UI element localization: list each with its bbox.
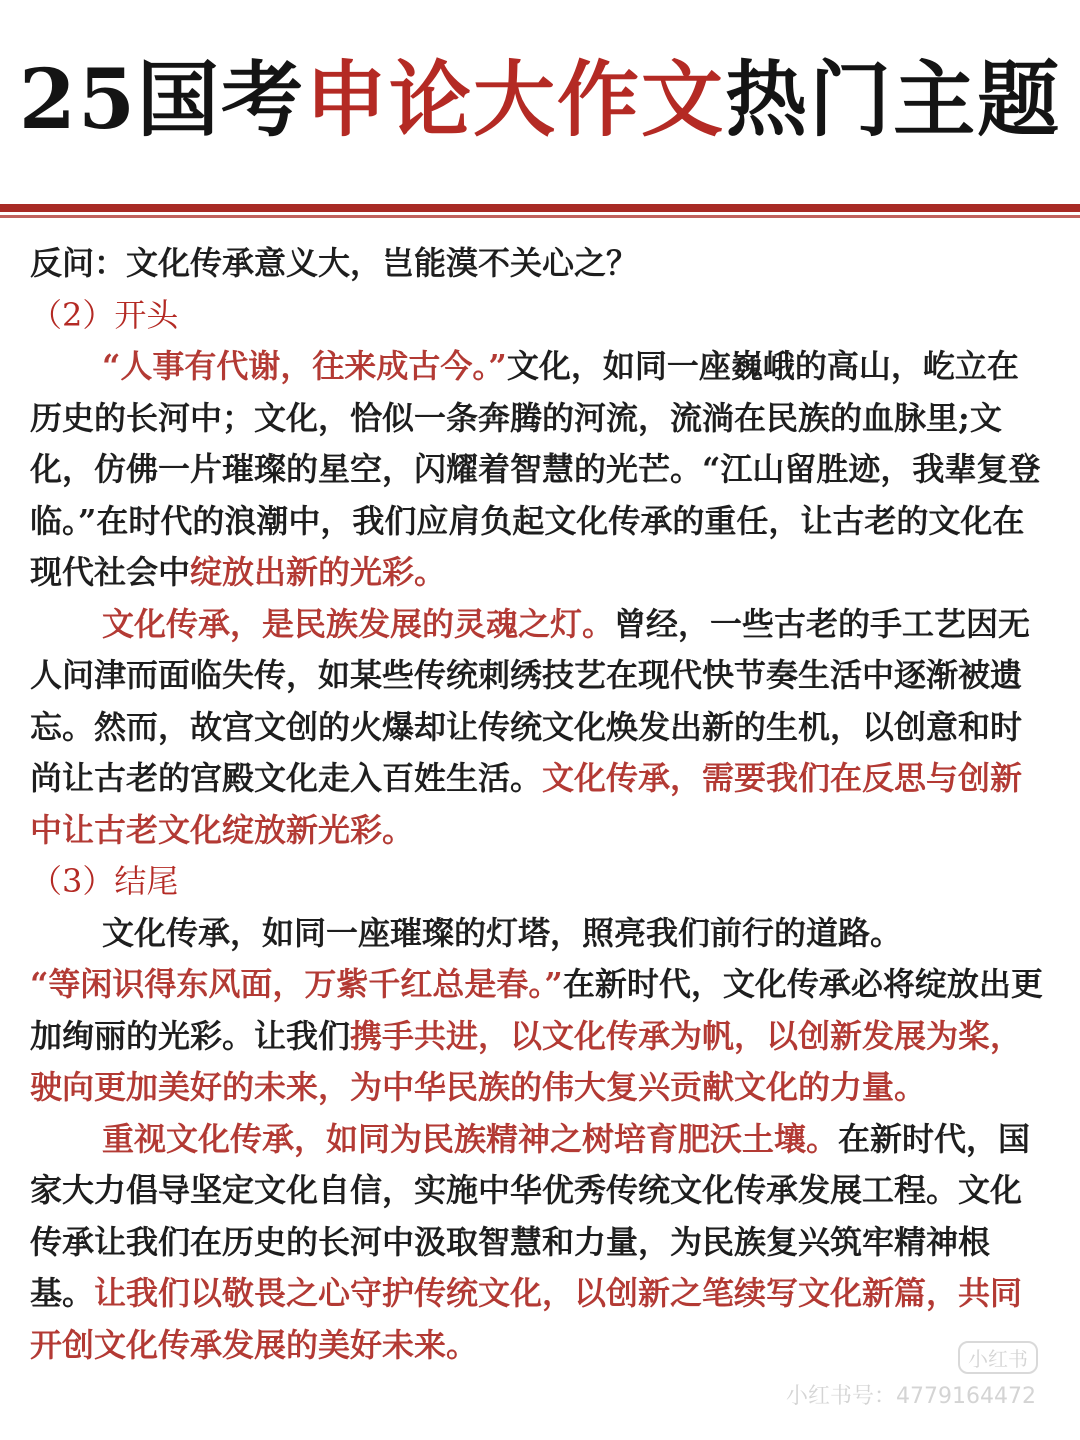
- question-line: 反问：文化传承意义大，岂能漠不关心之？: [30, 244, 639, 282]
- watermark-id: 小红书号：4779164472: [786, 1384, 1036, 1409]
- paragraph-ending-2: [30, 959, 1050, 1114]
- paragraph-ending-2-text: 在新时代，文化传承必将绽放出更加绚丽的光彩。让我们: [30, 965, 1043, 1055]
- paragraph-ending-2-highlight: 携手共进，以文化传承为帆，以创新发展为桨，驶向更加美好的未来，为中华民族的伟大复兴贡献文化的力量。: [30, 1016, 1023, 1106]
- paragraph-ending-3-text: 在新时代，国家大力倡导坚定文化自信，实施中华优秀传统文化传承发展工程。文化传承让我们在历史的长河中汲取智慧和力量，为民族复兴筑牢精神根基。: [30, 1119, 1031, 1312]
- paragraph-body-highlight: 文化传承，需要我们在反思与创新中让古老文化绽放新光彩。: [30, 759, 1023, 849]
- quote-opening: “人事有代谢，往来成古今。”: [102, 347, 507, 385]
- article-body: [30, 238, 1050, 1371]
- paragraph-ending-1: 文化传承，如同一座璀璨的灯塔，照亮我们前行的道路。: [102, 913, 903, 952]
- paragraph-body-text: 曾经，一些古老的手工艺因无人问津而面临失传，如某些传统刺绣技艺在现代快节奏生活中逐渐被遗忘。然而，故宫文创的火爆却让传统文化焕发出新的生机，以创意和时尚让古老的宫殿文化走入百姓生活。: [30, 604, 1031, 797]
- paragraph-opening-text: 文化，如同一座巍峨的高山，屹立在历史的长河中；文化，恰似一条奔腾的河流，流淌在民族的血脉里;文化，仿佛一片璀璨的星空，闪耀着智慧的光芒。“江山留胜迹，我辈复登临。”在时代的浪潮中，我们应肩负起文化传承的重任，让古老的文化在现代社会中: [30, 347, 1041, 591]
- title-part-hot: 热门主题: [725, 52, 1062, 148]
- page-title: [0, 40, 1080, 160]
- paragraph-body: [30, 599, 1050, 857]
- section-heading-opening: （2）开头: [30, 295, 179, 334]
- paragraph-ending-3-highlight: 让我们以敬畏之心守护传统文化，以创新之笔续写文化新篇，共同开创文化传承发展的美好未来。: [30, 1274, 1023, 1364]
- section-heading-ending: （3）结尾: [30, 862, 179, 900]
- divider-thick: [0, 204, 1080, 212]
- title-block: [0, 40, 1080, 160]
- paragraph-body-lead: 文化传承，是民族发展的灵魂之灯。: [102, 604, 615, 643]
- quote-ending: “等闲识得东风面，万紫千红总是春。”: [30, 965, 563, 1003]
- watermark-logo: 小红书: [958, 1341, 1038, 1374]
- title-part-topic: 申论大作文: [305, 52, 726, 148]
- paragraph-opening-highlight: 绽放出新的光彩。: [190, 553, 447, 591]
- title-part-year: 25国考: [18, 52, 306, 148]
- paragraph-ending-3-lead: 重视文化传承，如同为民族精神之树培育肥沃土壤。: [102, 1119, 839, 1158]
- paragraph-ending-3: [30, 1114, 1050, 1372]
- divider-thin: [0, 215, 1080, 218]
- paragraph-opening: [30, 341, 1050, 599]
